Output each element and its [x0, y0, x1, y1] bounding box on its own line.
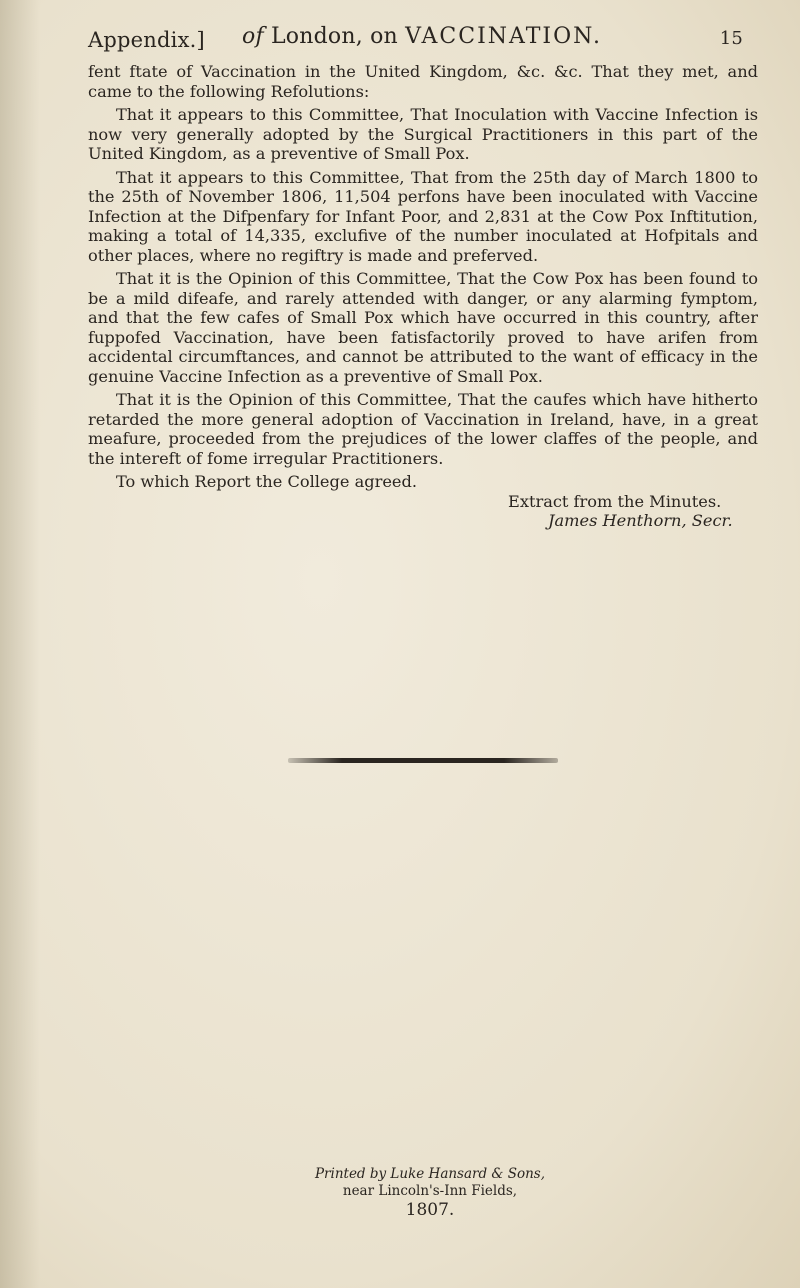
header-place: London, on [271, 24, 398, 49]
intro-paragraph: fent ftate of Vaccination in the United Kingdom, &c. &c. That they met, and came to the following Refolutions: [88, 62, 758, 101]
resolution-4: That it is the Opinion of this Committee, That the caufes which have hitherto retarded the more general adoption of Vaccination in Ireland, have, in a great meafure, proceeded from the prejudices of the lower claffes of the people, and the intereft of fome irregular Practitioners. [88, 390, 758, 468]
resolution-3: That it is the Opinion of this Committee, That the Cow Pox has been found to be a mild difeafe, and rarely attended with danger, or any alarming fymptom, and that the few cafes of Small Pox which have occurred in this country, after fuppofed Vaccination, have been fatisfactorily proved to have arifen from accidental circumftances, and cannot be attributed to the want of efficacy in the genuine Vaccine Infection as a preventive of Small Pox. [88, 269, 758, 386]
page-number: 15 [719, 28, 743, 49]
closing-line: To which Report the College agreed. [116, 472, 418, 491]
horizontal-rule [288, 758, 558, 763]
header-title [242, 24, 602, 49]
imprint-printer: Printed by Luke Hansard & Sons, [314, 1166, 546, 1182]
running-header [88, 22, 743, 56]
imprint-address: near Lincoln's-Inn Fields, [342, 1183, 518, 1199]
resolution-1: That it appears to this Committee, That Inoculation with Vaccine Infection is now very generally adopted by the Surgical Practitioners in this part of the United Kingdom, as a preventive of Small Pox. [88, 105, 758, 163]
header-section: Appendix.] [88, 28, 205, 52]
page-edge-shadow [0, 0, 40, 1288]
header-of: of [242, 24, 264, 49]
printer-imprint [300, 1166, 560, 1219]
header-subject: VACCINATION. [405, 24, 602, 49]
signature: James Henthorn, Secr. [548, 511, 733, 530]
body-text [88, 62, 758, 531]
imprint-year: 1807. [405, 1200, 455, 1220]
extract-line: Extract from the Minutes. [508, 491, 722, 511]
resolution-2: That it appears to this Committee, That from the 25th day of March 1800 to the 25th of November 1806, 11,504 perfons have been inoculated with Vaccine Infection at the Difpenfary for Infant Poor, and 2,831 at the Cow Pox Inftitution, making a total of 14,335, exclufive of the number inoculated at Hofpitals and other places, where no regiftry is made and preferved. [88, 167, 758, 265]
